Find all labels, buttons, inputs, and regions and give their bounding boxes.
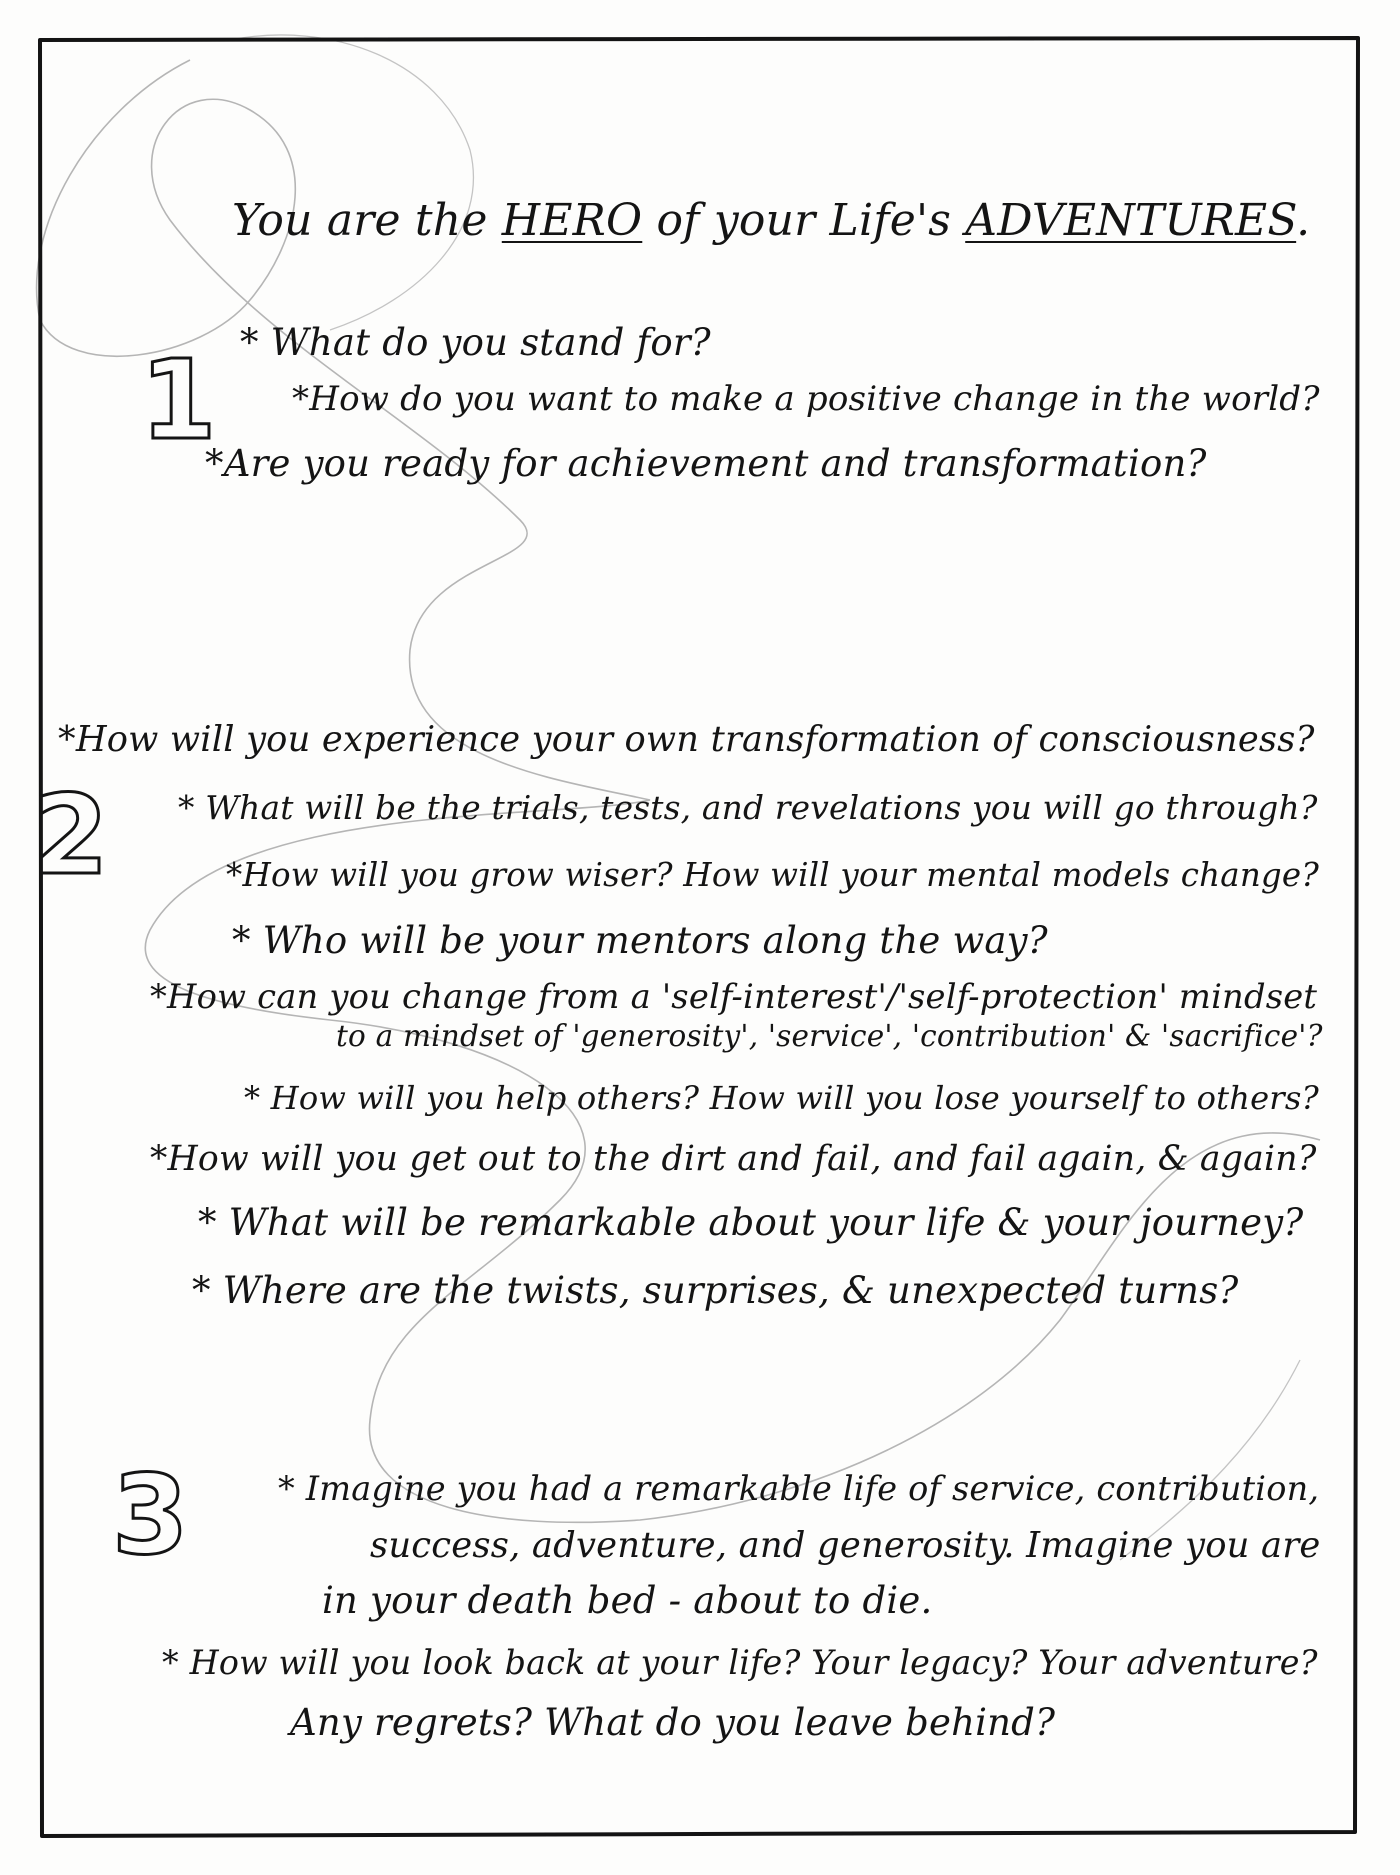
question-line: to a mindset of 'generosity', 'service', 'contribution' & 'sacrifice'? <box>336 1019 1323 1053</box>
question-line: success, adventure, and generosity. Imagine you are <box>370 1525 1321 1566</box>
question-line: * What will be remarkable about your life & your journey? <box>198 1201 1304 1244</box>
question-line: * How will you look back at your life? Your legacy? Your adventure? <box>162 1643 1318 1682</box>
question-line: * Where are the twists, surprises, & unexpected turns? <box>192 1269 1239 1312</box>
question-line: Any regrets? What do you leave behind? <box>290 1701 1056 1744</box>
question-line: *How do you want to make a positive change in the world? <box>292 379 1320 419</box>
title-period: . <box>1296 195 1311 246</box>
section-number-2: 2 <box>32 771 109 899</box>
title-text: You are the <box>232 195 502 246</box>
question-line: *Are you ready for achievement and transformation? <box>205 442 1207 485</box>
question-line: *How can you change from a 'self-interest'/'self-protection' mindset <box>150 977 1318 1016</box>
section-number-3: 3 <box>112 1451 189 1579</box>
question-line: *How will you grow wiser? How will your mental models change? <box>226 856 1319 894</box>
title-hero-word: HERO <box>501 195 643 246</box>
question-line: * Imagine you had a remarkable life of service, contribution, <box>278 1469 1320 1508</box>
question-line: *How will you experience your own transformation of consciousness? <box>58 719 1315 760</box>
section-number-1: 1 <box>140 336 217 464</box>
question-line: *How will you get out to the dirt and fail, and fail again, & again? <box>150 1139 1317 1179</box>
page-title <box>232 196 1310 247</box>
question-line: * Who will be your mentors along the way? <box>232 919 1048 962</box>
question-line: in your death bed - about to die. <box>322 1579 933 1622</box>
question-line: * What do you stand for? <box>240 321 711 364</box>
title-text: of your Life's <box>642 195 966 246</box>
question-line: * How will you help others? How will you lose yourself to others? <box>244 1079 1319 1117</box>
pencil-swirl-line <box>230 35 473 330</box>
question-line: * What will be the trials, tests, and revelations you will go through? <box>178 789 1318 827</box>
title-adventures-word: ADVENTURES <box>965 195 1297 246</box>
